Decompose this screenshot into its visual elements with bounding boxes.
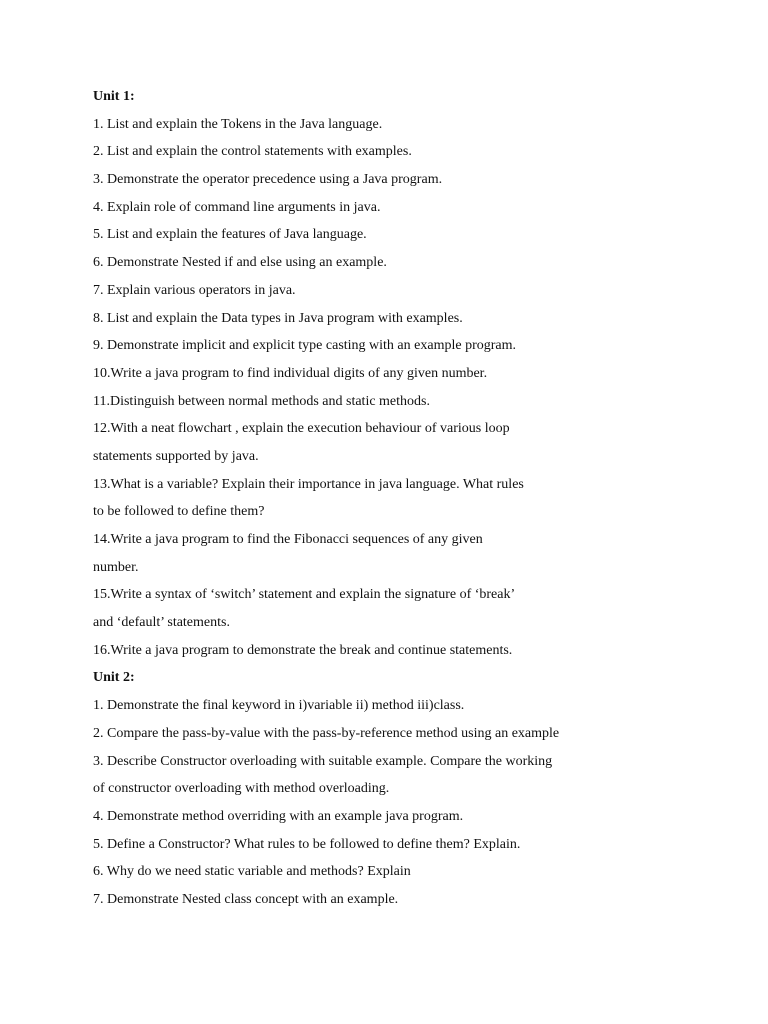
- unit-1-line: 15.Write a syntax of ‘switch’ statement and explain the signature of ‘break’: [93, 587, 516, 603]
- unit-1-line: 3. Demonstrate the operator precedence using a Java program.: [93, 172, 443, 188]
- unit-2-line: 5. Define a Constructor? What rules to be followed to define them? Explain.: [93, 836, 521, 852]
- unit-1-line: 7. Explain various operators in java.: [93, 282, 296, 298]
- unit-1-line: 11.Distinguish between normal methods and static methods.: [93, 393, 430, 409]
- unit-1-line: 16.Write a java program to demonstrate the break and continue statements.: [93, 642, 513, 658]
- unit-1-line: 13.What is a variable? Explain their importance in java language. What rules: [93, 476, 524, 492]
- unit-1-line: 8. List and explain the Data types in Java program with examples.: [93, 310, 463, 326]
- unit-2-line: 3. Describe Constructor overloading with suitable example. Compare the working: [93, 753, 553, 769]
- unit-2-line: 4. Demonstrate method overriding with an example java program.: [93, 808, 464, 824]
- document-body: [93, 83, 733, 914]
- unit-2-line: 2. Compare the pass-by-value with the pass-by-reference method using an example: [93, 725, 560, 741]
- unit-1-line: 9. Demonstrate implicit and explicit type casting with an example program.: [93, 338, 516, 354]
- unit-1-heading: Unit 1:: [93, 89, 135, 104]
- unit-1-line: statements supported by java.: [93, 448, 259, 464]
- unit-2-heading: Unit 2:: [93, 670, 135, 686]
- unit-1-line: 14.Write a java program to find the Fibonacci sequences of any given: [93, 532, 483, 547]
- unit-1-line: 4. Explain role of command line arguments in java.: [93, 199, 381, 215]
- unit-1-line: 2. List and explain the control statements with examples.: [93, 144, 412, 160]
- unit-2-line: 1. Demonstrate the final keyword in i)variable ii) method iii)class.: [93, 698, 465, 714]
- unit-1-line: number.: [93, 559, 139, 575]
- unit-2-line: 7. Demonstrate Nested class concept with an example.: [93, 891, 399, 907]
- unit-2-line: of constructor overloading with method overloading.: [93, 781, 390, 797]
- unit-1-line: and ‘default’ statements.: [93, 615, 230, 631]
- unit-1-line: 5. List and explain the features of Java language.: [93, 227, 367, 243]
- unit-1-line: 10.Write a java program to find individual digits of any given number.: [93, 365, 488, 381]
- unit-2-line: 6. Why do we need static variable and methods? Explain: [93, 864, 411, 880]
- unit-1-line: 12.With a neat flowchart , explain the execution behaviour of various loop: [93, 421, 510, 437]
- unit-1-line: to be followed to define them?: [93, 504, 265, 520]
- unit-1-line: 6. Demonstrate Nested if and else using an example.: [93, 255, 387, 271]
- unit-1-line: 1. List and explain the Tokens in the Java language.: [93, 116, 383, 132]
